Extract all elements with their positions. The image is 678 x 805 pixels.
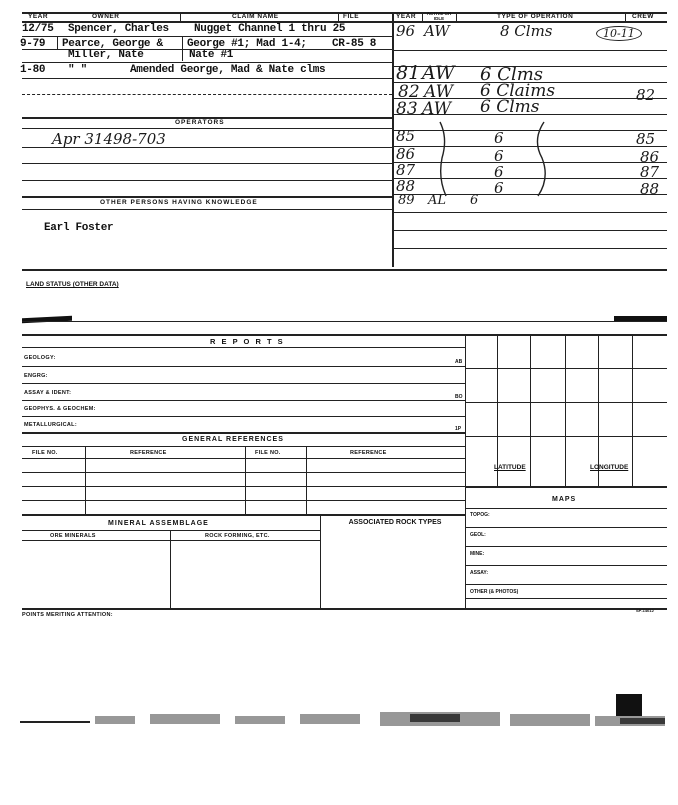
land-status-title: LAND STATUS (OTHER DATA) <box>26 281 119 288</box>
other-persons-title: OTHER PERSONS HAVING KNOWLEDGE <box>100 199 258 206</box>
claim-name: Nugget Channel 1 thru 25 <box>194 23 346 35</box>
map-row-label: OTHER (& PHOTOS) <box>470 589 519 595</box>
header-claim-name: CLAIM NAME <box>232 13 279 20</box>
form-number: SP-14612 <box>636 608 654 613</box>
latitude-label: LATITUDE <box>494 464 526 471</box>
claim-owner: " " <box>68 64 87 76</box>
claim-owner: Miller, Nate <box>68 49 144 61</box>
activity-crew: 87 <box>640 163 660 181</box>
activity-year: 83 <box>396 99 418 119</box>
activity-year: 81 <box>396 62 421 84</box>
activity-crew: 85 <box>636 130 656 148</box>
claim-owner: Spencer, Charles <box>68 23 169 35</box>
claim-name: George #1; Mad 1-4; <box>187 38 307 50</box>
operators-entry: Apr 31498-703 <box>52 130 166 148</box>
claim-year: 1-80 <box>20 64 46 76</box>
activity-operation: 8 Clms <box>500 22 553 40</box>
general-references-title: GENERAL REFERENCES <box>182 436 284 443</box>
activity-year: 89 <box>398 193 415 208</box>
scan-smudge-left <box>22 316 72 324</box>
report-label: ASSAY & IDENT: <box>24 390 72 396</box>
activity-year: 87 <box>396 161 416 179</box>
header-active-or-idle: ACTIVE OR IDLE <box>426 11 452 21</box>
header-crew: CREW <box>632 13 654 20</box>
activity-year: 85 <box>396 127 416 145</box>
activity-year: 96 <box>396 22 416 40</box>
report-label: GEOPHYS. & GEOCHEM: <box>24 406 96 412</box>
maps-title: MAPS <box>552 496 577 503</box>
rock-forming-label: ROCK FORMING, ETC. <box>205 533 270 539</box>
bracket-marks <box>420 118 620 200</box>
report-label: GEOLOGY: <box>24 355 56 361</box>
ore-minerals-label: ORE MINERALS <box>50 533 96 539</box>
activity-operation: 6 <box>494 179 504 197</box>
ref-col-reference-2: REFERENCE <box>350 450 387 456</box>
header-owner: OWNER <box>92 13 120 20</box>
ref-col-file-no: FILE NO. <box>32 450 58 456</box>
map-row-label: TOPOG: <box>470 512 490 518</box>
activity-crew: 88 <box>640 180 660 198</box>
activity-status: AW <box>424 82 454 102</box>
activity-operation: 6 Clms <box>480 97 540 117</box>
header-type-of-operation: TYPE OF OPERATION <box>497 13 574 20</box>
header-year-2: YEAR <box>396 13 417 20</box>
activity-operation: 6 <box>470 193 479 208</box>
activity-year: 86 <box>396 145 416 163</box>
report-label: METALLURGICAL: <box>24 422 77 428</box>
associated-rock-types-label: ASSOCIATED ROCK TYPES <box>348 519 442 526</box>
activity-crew: 82 <box>636 86 656 104</box>
activity-operation: 6 Clms <box>480 64 544 85</box>
reports-title: R E P O R T S <box>210 337 285 346</box>
claim-name: Amended George, Mad & Nate clms <box>130 64 326 76</box>
activity-operation: 6 <box>494 129 504 147</box>
report-number: AB <box>455 359 463 365</box>
mineral-title: MINERAL ASSEMBLAGE <box>108 520 209 527</box>
longitude-label: LONGITUDE <box>590 464 629 471</box>
claim-name: Nate #1 <box>189 49 234 61</box>
map-row-label: MINE: <box>470 551 485 557</box>
claim-year: 9-79 <box>20 38 46 50</box>
scan-noise-band <box>20 690 668 740</box>
activity-status: AW <box>424 22 450 40</box>
map-row-label: GEOL: <box>470 532 486 538</box>
operators-title: OPERATORS <box>175 119 225 126</box>
activity-year: 82 <box>398 82 420 102</box>
ref-col-file-no-2: FILE NO. <box>255 450 281 456</box>
other-persons-entry: Earl Foster <box>44 222 114 234</box>
claim-file: CR-85 8 <box>332 38 377 50</box>
activity-operation: 6 <box>494 147 504 165</box>
activity-status: AL <box>428 193 447 208</box>
activity-status: AW <box>422 62 455 84</box>
header-year: YEAR <box>28 13 49 20</box>
points-meriting-attention-label: POINTS MERITING ATTENTION: <box>22 612 113 618</box>
activity-crew: 10-11 <box>596 26 642 41</box>
activity-crew: 86 <box>640 148 660 166</box>
activity-operation: 6 Claims <box>480 81 556 101</box>
report-number: 1P <box>455 426 462 432</box>
activity-year: 88 <box>396 177 416 195</box>
map-row-label: ASSAY: <box>470 570 489 576</box>
report-number: BO <box>455 394 463 400</box>
report-label: ENGRG: <box>24 373 48 379</box>
activity-status: AW <box>422 99 452 119</box>
header-file: FILE <box>343 13 360 20</box>
claim-year: 12/75 <box>22 23 54 35</box>
activity-operation: 6 <box>494 163 504 181</box>
claim-owner: Pearce, George & <box>62 38 163 50</box>
ref-col-reference: REFERENCE <box>130 450 167 456</box>
